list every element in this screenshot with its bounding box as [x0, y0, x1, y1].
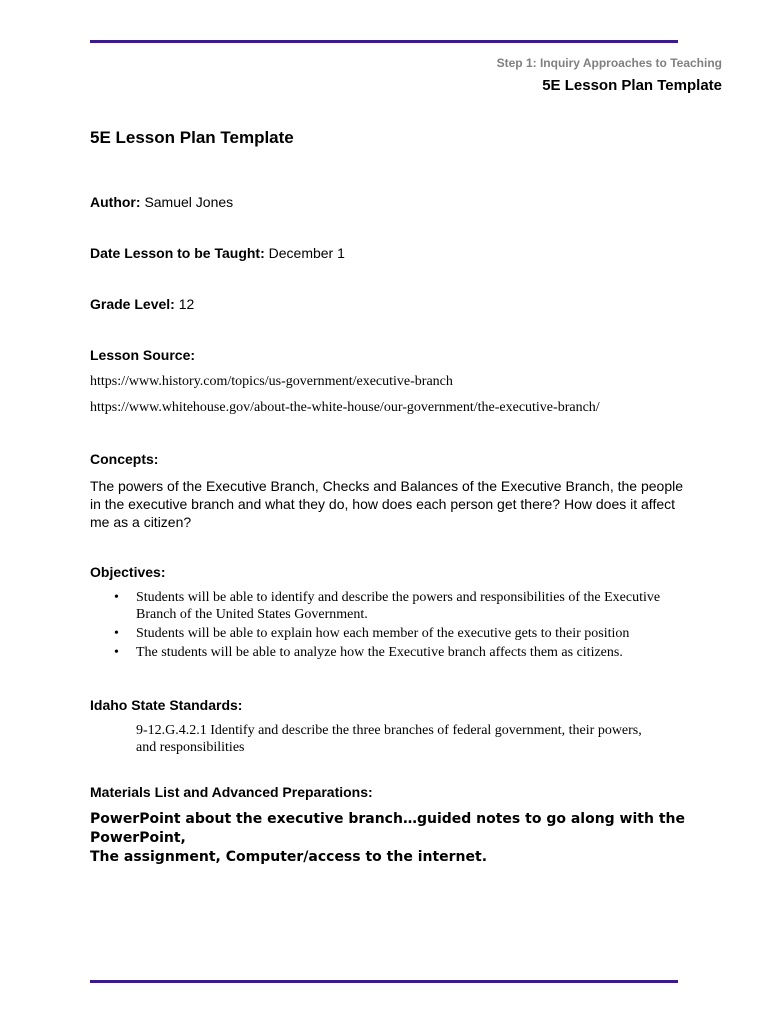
grade-value: 12 [178, 296, 195, 312]
standard-text: 9-12.G.4.2.1 Identify and describe the three branches of federal government, their powers, and responsibilities [136, 723, 642, 755]
list-item: • Students will be able to identify and describe the powers and responsibilities of the Executive Branch of the United States Government. [110, 589, 680, 623]
list-item: • Students will be able to explain how each member of the executive gets to their position [110, 625, 680, 642]
date-label: Date Lesson to be Taught: [90, 245, 265, 261]
grade-label: Grade Level: [90, 296, 175, 312]
concepts-label: Concepts: [90, 451, 159, 467]
author-field [90, 194, 233, 210]
source-link-1[interactable]: https://www.history.com/topics/us-government/executive-branch [90, 374, 453, 389]
author-value: Samuel Jones [144, 194, 234, 210]
list-item: • The students will be able to analyze how the Executive branch affects them as citizens. [110, 644, 680, 661]
source-link-2[interactable]: https://www.whitehouse.gov/about-the-white-house/our-government/the-executive-branch/ [90, 400, 600, 415]
bottom-rule [90, 980, 678, 983]
standards-label: Idaho State Standards: [90, 697, 243, 713]
header-step: Step 1: Inquiry Approaches to Teaching [496, 56, 722, 70]
objectives-list [110, 589, 680, 663]
date-value: December 1 [268, 245, 345, 261]
concepts-text: The powers of the Executive Branch, Checks and Balances of the Executive Branch, the people in the executive branch and what they do, how does each person get there? How does it affect me as a citizen? [90, 478, 684, 530]
objectives-label: Objectives: [90, 564, 166, 580]
grade-field [90, 296, 194, 312]
author-label: Author: [90, 194, 141, 210]
page-title: 5E Lesson Plan Template [90, 128, 294, 147]
top-rule [90, 40, 678, 43]
materials-line-1: PowerPoint about the executive branch…guided notes to go along with the PowerPoint, [90, 811, 685, 846]
materials-text [90, 810, 690, 867]
lesson-source-label: Lesson Source: [90, 347, 196, 363]
materials-label: Materials List and Advanced Preparations: [90, 784, 373, 800]
materials-line-2: The assignment, Computer/access to the internet. [90, 849, 488, 865]
date-field [90, 245, 345, 261]
header-template-title: 5E Lesson Plan Template [542, 77, 722, 94]
